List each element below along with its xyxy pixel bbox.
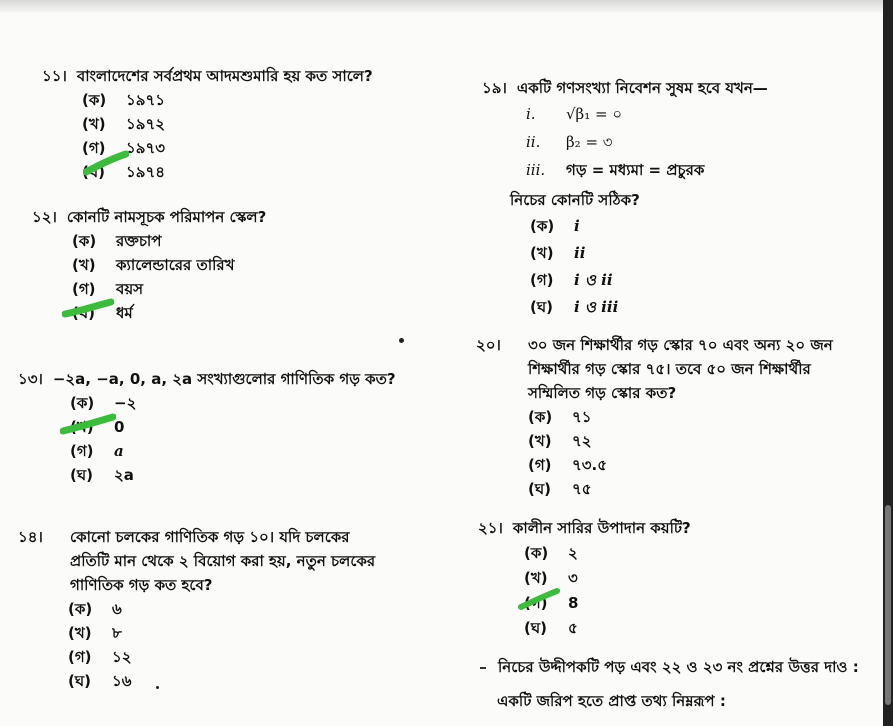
- stray-dot: [156, 686, 159, 689]
- option-ka[interactable]: (ক) রক্তচাপ: [72, 232, 162, 250]
- option-kha[interactable]: (খ) ৭২: [528, 432, 592, 450]
- option-ga[interactable]: (গ) ৭৩.৫: [528, 456, 607, 474]
- option-gha[interactable]: (ঘ) ধর্ম: [72, 304, 133, 322]
- option-ga[interactable]: (গ) 8: [524, 593, 579, 612]
- option-ka[interactable]: (ক) ২: [524, 543, 578, 562]
- top-shadow: [0, 0, 893, 14]
- statement-i: i. √β₁ = ০: [526, 105, 623, 123]
- question-number: ২১।: [478, 519, 503, 537]
- question-stem-line: গাণিতিক গড় কত হবে?: [70, 576, 213, 594]
- question-number: ১৩।: [18, 370, 43, 388]
- option-ga[interactable]: (গ) বয়স: [72, 280, 144, 298]
- question-number: ১১।: [42, 67, 67, 85]
- question-stem-line: সম্মিলিত গড় স্কোর কত?: [528, 384, 677, 402]
- option-gha[interactable]: (ঘ) i ও iii: [530, 297, 619, 316]
- option-gha[interactable]: (ঘ) ৫: [524, 618, 578, 637]
- question-19: [482, 76, 872, 320]
- option-ga[interactable]: (গ) ১২: [68, 648, 132, 666]
- option-gha[interactable]: (ঘ) ৭৫: [528, 480, 592, 498]
- option-kha[interactable]: (খ) ৮: [68, 624, 122, 642]
- question-stem-line: শিক্ষার্থীর গড় স্কোর ৭৫। তবে ৫০ জন শিক্ষার্থীর: [528, 360, 811, 378]
- option-ga[interactable]: (গ) i ও ii: [530, 270, 613, 289]
- question-14: [18, 525, 438, 693]
- question-stem-line: কোনো চলকের গাণিতিক গড় ১০। যদি চলকের: [70, 528, 350, 546]
- question-stem: বাংলাদেশের সর্বপ্রথম আদমশুমারি হয় কত সালে?: [76, 67, 373, 85]
- question-prompt: নিচের কোনটি সঠিক?: [510, 191, 640, 209]
- option-kha[interactable]: (খ) 0: [70, 418, 125, 436]
- scrollbar-track[interactable]: [883, 0, 893, 726]
- question-stem: একটি গণসংখ্যা নিবেশন সুষম হবে যখন—: [516, 79, 768, 97]
- option-kha[interactable]: (খ) ১৯৭২: [82, 115, 165, 133]
- option-gha[interactable]: (ঘ) ১৯৭৪: [82, 163, 165, 181]
- option-kha[interactable]: (খ) ii: [530, 243, 586, 262]
- question-stem: কোনটি নামসূচক পরিমাপন স্কেল?: [66, 208, 267, 226]
- statement-ii: ii. β₂ = ৩: [526, 133, 613, 151]
- question-stem: −২a, −a, 0, a, ২a সংখ্যাগুলোর গাণিতিক গড় কত?: [52, 370, 396, 388]
- option-kha[interactable]: (খ) ক্যালেন্ডারের তারিখ: [72, 256, 235, 274]
- scrollbar-thumb[interactable]: [885, 505, 891, 705]
- option-gha[interactable]: (ঘ) ১৬: [68, 672, 132, 690]
- answer-tick-icon: [60, 412, 116, 436]
- option-ga[interactable]: (গ) ১৯৭৩: [82, 139, 165, 157]
- option-ka[interactable]: (ক) ৭১: [528, 408, 592, 426]
- survey-text: একটি জরিপ হতে প্রাপ্ত তথ্য নিম্নরূপ :: [497, 692, 726, 710]
- option-gha[interactable]: (ঘ) ২a: [70, 466, 134, 484]
- option-ka[interactable]: (ক) ১৯৭১: [82, 91, 165, 109]
- question-number: ১২।: [32, 208, 57, 226]
- answer-tick-icon: [62, 297, 114, 319]
- answer-tick-icon: [518, 587, 560, 611]
- question-number: ১৯।: [482, 79, 507, 97]
- option-kha[interactable]: (খ) ৩: [524, 568, 578, 587]
- dash-mark: [480, 667, 486, 669]
- stray-dot: [399, 338, 404, 343]
- option-ka[interactable]: (ক) −২: [70, 394, 137, 412]
- question-stem: কালীন সারির উপাদান কয়টি?: [512, 519, 691, 537]
- question-number: ১৪।: [18, 528, 43, 546]
- option-ga[interactable]: (গ) a: [70, 442, 124, 460]
- question-21: [478, 516, 868, 640]
- question-number: ২০।: [476, 336, 501, 354]
- instruction-text: নিচের উদ্দীপকটি পড় এবং ২২ ও ২৩ নং প্রশ্নের উত্তর দাও :: [480, 655, 880, 679]
- question-20: [476, 333, 876, 501]
- question-stem-line: প্রতিটি মান থেকে ২ বিয়োগ করা হয়, নতুন চলকের: [70, 552, 376, 570]
- answer-tick-icon: [83, 150, 129, 176]
- statement-iii: iii. গড় = মধ্যমা = প্রচুরক: [526, 161, 705, 179]
- option-ka[interactable]: (ক) ৬: [68, 600, 122, 618]
- option-ka[interactable]: (ক) i: [530, 216, 580, 235]
- question-stem-line: ৩০ জন শিক্ষার্থীর গড় স্কোর ৭০ এবং অন্য ২০ জন: [528, 336, 833, 354]
